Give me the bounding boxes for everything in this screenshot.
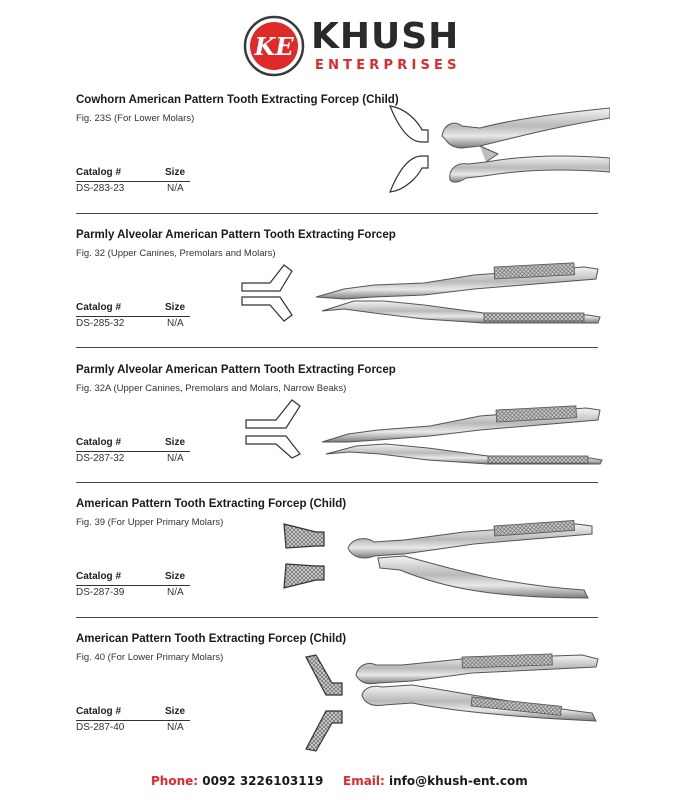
brand-subtitle: ENTERPRISES bbox=[315, 58, 461, 73]
forcep-illustration bbox=[352, 651, 602, 737]
catalog-header-label: Catalog # bbox=[76, 571, 122, 582]
size-value: N/A bbox=[167, 183, 184, 194]
section-divider bbox=[76, 347, 598, 348]
catalog-header bbox=[76, 571, 190, 586]
section-divider bbox=[76, 617, 598, 618]
contact-footer bbox=[0, 774, 689, 794]
beak-outline-illustration bbox=[302, 653, 348, 753]
product-section bbox=[0, 364, 689, 498]
size-header-label: Size bbox=[165, 437, 186, 448]
size-value: N/A bbox=[167, 722, 184, 733]
catalog-number: DS-287-39 bbox=[76, 587, 125, 598]
brand-name: KHUSH bbox=[311, 16, 460, 57]
catalog-header-label: Catalog # bbox=[76, 706, 122, 717]
size-value: N/A bbox=[167, 587, 184, 598]
brand-emblem-icon bbox=[243, 15, 305, 77]
beak-outline-illustration bbox=[240, 263, 304, 323]
catalog-number: DS-285-32 bbox=[76, 318, 125, 329]
size-header-label: Size bbox=[165, 571, 186, 582]
product-section bbox=[0, 633, 689, 767]
product-figure-note: Fig. 40 (For Lower Primary Molars) bbox=[76, 652, 224, 663]
forcep-illustration bbox=[320, 402, 604, 466]
size-header-label: Size bbox=[165, 706, 186, 717]
catalog-header-label: Catalog # bbox=[76, 302, 122, 313]
product-title: Parmly Alveolar American Pattern Tooth Extracting Forcep bbox=[76, 364, 396, 376]
catalog-header bbox=[76, 302, 190, 317]
catalog-header bbox=[76, 167, 190, 182]
section-divider bbox=[76, 482, 598, 483]
forcep-illustration bbox=[314, 261, 604, 325]
forcep-illustration bbox=[344, 518, 600, 602]
footer-email bbox=[343, 774, 528, 788]
catalog-header-label: Catalog # bbox=[76, 437, 122, 448]
brand-monogram: KE bbox=[254, 32, 294, 61]
catalog-number: DS-287-32 bbox=[76, 453, 125, 464]
product-title: American Pattern Tooth Extracting Forcep (Child) bbox=[76, 498, 347, 510]
catalog-header bbox=[76, 437, 190, 452]
product-section bbox=[0, 94, 689, 228]
brand-logo bbox=[243, 13, 461, 79]
size-header-label: Size bbox=[165, 167, 186, 178]
beak-outline-illustration bbox=[244, 398, 308, 460]
product-title: American Pattern Tooth Extracting Forcep (Child) bbox=[76, 633, 347, 645]
catalog-number: DS-283-23 bbox=[76, 183, 125, 194]
catalog-header bbox=[76, 706, 190, 721]
catalog-number: DS-287-40 bbox=[76, 722, 125, 733]
product-figure-note: Fig. 23S (For Lower Molars) bbox=[76, 113, 195, 124]
size-header-label: Size bbox=[165, 302, 186, 313]
phone-label: Phone: bbox=[151, 774, 199, 788]
product-section bbox=[0, 229, 689, 363]
email-address[interactable]: info@khush-ent.com bbox=[389, 774, 528, 788]
email-label: Email: bbox=[343, 774, 385, 788]
product-section bbox=[0, 498, 689, 632]
forcep-illustration bbox=[440, 106, 610, 188]
product-figure-note: Fig. 39 (For Upper Primary Molars) bbox=[76, 517, 224, 528]
size-value: N/A bbox=[167, 453, 184, 464]
catalog-header-label: Catalog # bbox=[76, 167, 122, 178]
footer-phone bbox=[151, 774, 323, 788]
product-title: Cowhorn American Pattern Tooth Extracting Forcep (Child) bbox=[76, 94, 399, 106]
product-figure-note: Fig. 32 (Upper Canines, Premolars and Molars) bbox=[76, 248, 276, 259]
beak-outline-illustration bbox=[388, 100, 434, 196]
product-title: Parmly Alveolar American Pattern Tooth Extracting Forcep bbox=[76, 229, 396, 241]
size-value: N/A bbox=[167, 318, 184, 329]
phone-number: 0092 3226103119 bbox=[202, 774, 324, 788]
product-figure-note: Fig. 32A (Upper Canines, Premolars and Molars, Narrow Beaks) bbox=[76, 383, 347, 394]
section-divider bbox=[76, 213, 598, 214]
beak-outline-illustration bbox=[282, 518, 332, 594]
